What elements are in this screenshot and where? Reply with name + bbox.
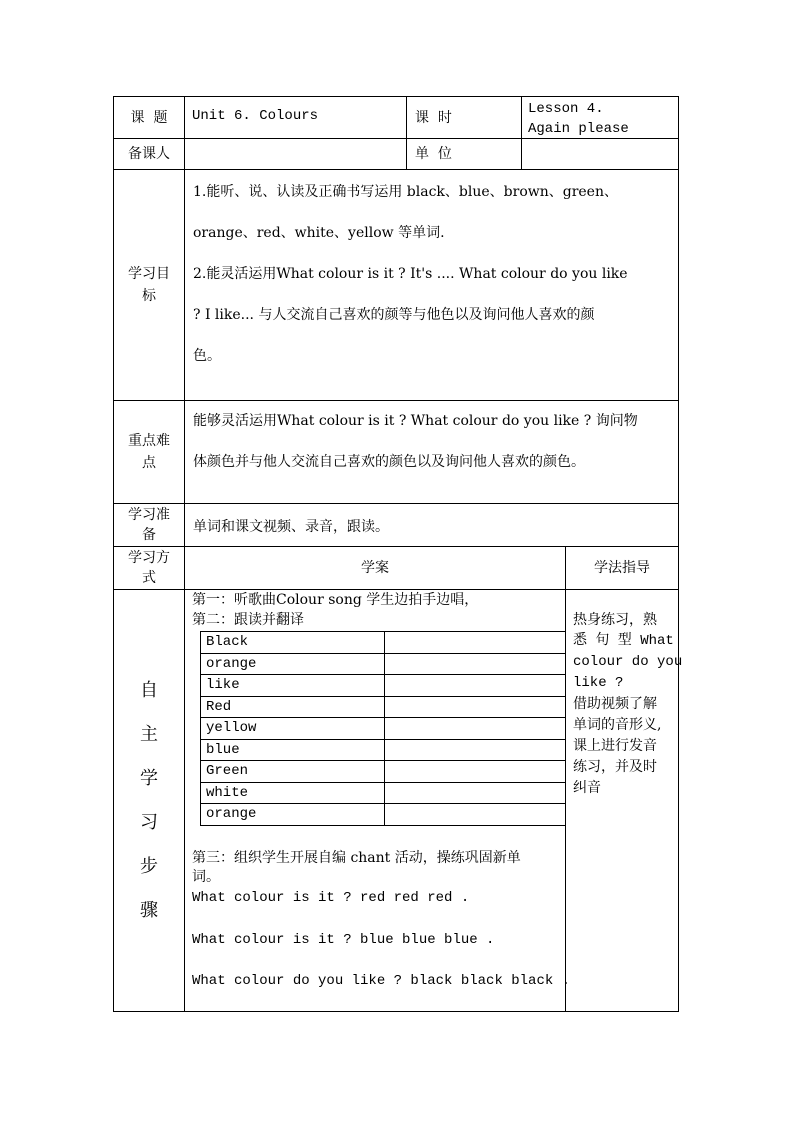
topic-label: 课 题 (130, 109, 168, 126)
unit-value-cell (521, 138, 679, 170)
table-row (201, 761, 566, 783)
period-label: 课 时 (415, 109, 452, 126)
table-row (201, 632, 566, 654)
vertical-char: 学 (140, 767, 158, 789)
table-row (201, 782, 566, 804)
keypoints-label-line1: 重点难 (128, 433, 170, 449)
translation-cell[interactable] (385, 761, 566, 783)
guide-line: 练习，并及时 (573, 759, 657, 775)
method-label-cell (113, 546, 185, 590)
step3-line1: 第三：组织学生开展自编 chant 活动，操练巩固新单 (192, 850, 521, 866)
chant-line: What colour do you like ? black black black . (192, 973, 571, 989)
keypoints-line1: 能够灵活运用What colour is it ? What colour do you like ? 询问物 (193, 413, 638, 429)
unit-label: 单 位 (415, 146, 452, 162)
table-row (201, 653, 566, 675)
preparer-value-cell (184, 138, 407, 170)
vertical-char: 主 (140, 723, 158, 745)
table-row (201, 804, 566, 826)
guide-line: 借助视频了解 (573, 696, 657, 712)
translation-cell[interactable] (385, 782, 566, 804)
word-cell: orange (201, 653, 385, 675)
vertical-char: 自 (140, 679, 158, 701)
word-cell: Red (201, 696, 385, 718)
lesson-line2: Again please (528, 121, 629, 137)
prep-content-cell (184, 503, 679, 547)
keypoints-label-line2: 点 (142, 455, 156, 471)
preparer-label-cell (113, 138, 185, 170)
translation-cell[interactable] (385, 804, 566, 826)
chant-line: What colour is it ? blue blue blue . (192, 932, 495, 948)
guide-header-cell (565, 546, 679, 590)
plan-header: 学案 (361, 560, 389, 576)
translation-cell[interactable] (385, 739, 566, 761)
preparer-label: 备课人 (128, 146, 170, 162)
keypoints-line2: 体颜色并与他人交流自己喜欢的颜色以及询问他人喜欢的颜色。 (193, 454, 585, 470)
self-study-label-cell (113, 589, 185, 1012)
translation-cell[interactable] (385, 718, 566, 740)
period-label-cell (406, 96, 522, 139)
guide-line: colour do you (573, 654, 683, 670)
goals-label-cell (113, 169, 185, 401)
topic-value-cell (184, 96, 407, 139)
prep-label-line2: 备 (142, 527, 156, 543)
vertical-char: 习 (140, 811, 158, 833)
guide-line: 热身练习，熟 (573, 612, 657, 628)
vertical-char: 步 (140, 855, 158, 877)
word-cell: Black (201, 632, 385, 654)
prep-label-cell (113, 503, 185, 547)
word-cell: orange (201, 804, 385, 826)
topic-value: Unit 6. Colours (192, 108, 319, 124)
goals-content-cell (184, 169, 679, 401)
translation-cell[interactable] (385, 632, 566, 654)
goal-line: ? I like... 与人交流自己喜欢的颜等与他色以及询问他人喜欢的颜 (193, 307, 595, 323)
guide-line: 课上进行发音 (573, 738, 657, 754)
goal-line: 色。 (193, 348, 221, 364)
guide-header: 学法指导 (594, 560, 650, 576)
topic-label-cell (113, 96, 185, 139)
goal-line: orange、red、white、yellow 等单词. (193, 225, 445, 241)
method-label-line2: 式 (142, 570, 156, 586)
word-cell: Green (201, 761, 385, 783)
lesson-line1: Lesson 4. (528, 101, 604, 117)
word-cell: like (201, 675, 385, 697)
goal-line: 1.能听、说、认读及正确书写运用 black、blue、brown、green、 (193, 184, 618, 200)
guide-line: 单词的音形义, (573, 717, 662, 733)
guide-line: 悉 句 型 What (573, 633, 674, 649)
goals-label-line2: 标 (142, 288, 156, 304)
translation-cell[interactable] (385, 653, 566, 675)
step1-text: 第一：听歌曲Colour song 学生边拍手边唱， (192, 592, 479, 608)
prep-label-line1: 学习准 (128, 507, 170, 523)
keypoints-label-cell (113, 400, 185, 504)
unit-label-cell (406, 138, 522, 170)
goal-line: 2.能灵活运用What colour is it ? It's .... What colour do you like (193, 266, 628, 282)
translation-cell[interactable] (385, 696, 566, 718)
vertical-char: 骤 (140, 899, 158, 921)
method-label-line1: 学习方 (128, 550, 170, 566)
lesson-cell (521, 96, 679, 139)
word-table (200, 631, 566, 826)
table-row (201, 696, 566, 718)
translation-cell[interactable] (385, 675, 566, 697)
guide-content-cell (565, 589, 683, 1012)
table-row (201, 739, 566, 761)
word-cell: blue (201, 739, 385, 761)
chant-line: What colour is it ? red red red . (192, 890, 470, 906)
guide-line: 纠音 (573, 780, 601, 796)
plan-header-cell (184, 546, 566, 590)
table-row (201, 718, 566, 740)
table-row (201, 675, 566, 697)
word-cell: yellow (201, 718, 385, 740)
guide-line: like ? (573, 675, 624, 691)
goals-label-line1: 学习目 (128, 266, 170, 282)
word-cell: white (201, 782, 385, 804)
prep-text: 单词和课文视频、录音，跟读。 (193, 519, 389, 535)
step2-text: 第二：跟读并翻译 (192, 612, 304, 628)
keypoints-content-cell (184, 400, 679, 504)
step3-line2: 词。 (192, 869, 220, 885)
